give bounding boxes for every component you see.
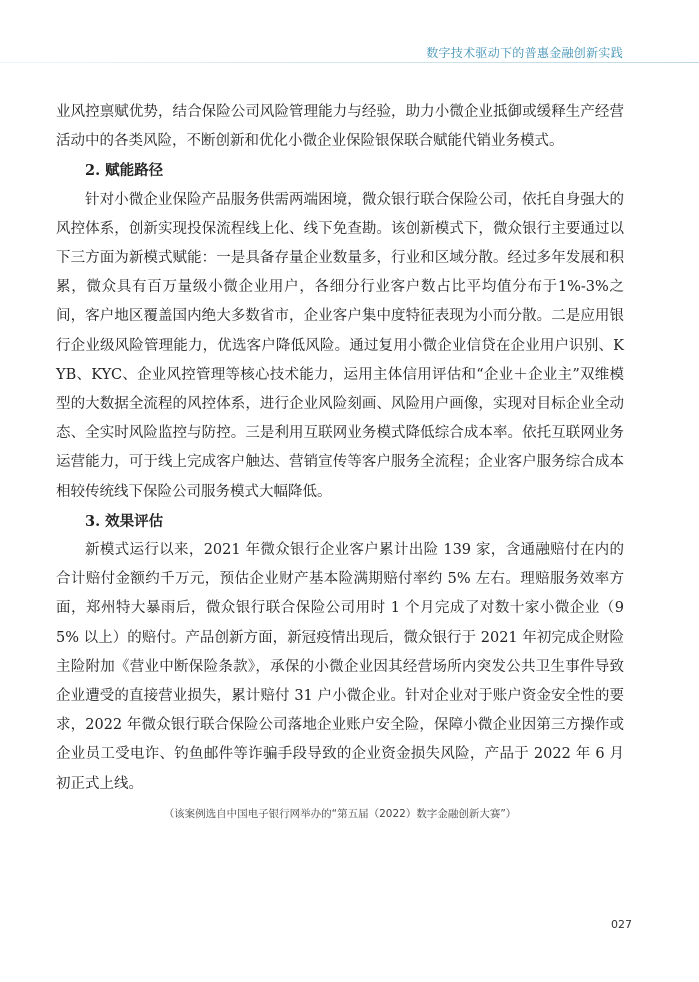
- case-source-footnote: （该案例选自中国电子银行网举办的“第五届（2022）数字金融创新大赛”）: [163, 807, 517, 820]
- running-header-title: 数字技术驱动下的普惠金融创新实践: [426, 46, 623, 60]
- section-heading-effect-evaluation: 3. 效果评估: [85, 512, 164, 530]
- paragraph-empowerment-path: 针对小微企业保险产品服务供需两端困境，微众银行联合保险公司，依托自身强大的风控体系，创新实现投保流程线上化、线下免查勘。该创新模式下，微众银行主要通过以下三方面为新模式赋能：一是具备存量企业数量多，行业和区域分散。经过多年发展和积累，微众具有百万量级小微企业用户，各细分行业客户数占比平均值分布于1%-3%之间，客户地区覆盖国内绝大多数省市，企业客户集中度特征表现为小而分散。二是应用银行企业级风险管理能力，优选客户降低风险。通过复用小微企业信贷在企业用户识别、KYB、KYC、企业风控管理等核心技术能力，运用主体信用评估和“企业＋企业主”双维模型的大数据全流程的风控体系，进行企业风险刻画、风险用户画像，实现对目标企业全动态、全实时风险监控与防控。三是利用互联网业务模式降低综合成本率。依托互联网业务运营能力，可于线上完成客户触达、营销宣传等客户服务全流程；企业客户服务综合成本相较传统线下保险公司服务模式大幅降低。: [56, 191, 624, 500]
- page-number: 027: [611, 918, 632, 931]
- paragraph-continued: 业风控禀赋优势，结合保险公司风险管理能力与经验，助力小微企业抵御或缓释生产经营活动中的各类风险，不断创新和优化小微企业保险银保联合赋能代销业务模式。: [56, 104, 624, 150]
- section-heading-empowerment-path: 2. 赋能路径: [85, 162, 164, 180]
- header-divider: [0, 62, 699, 63]
- page-body: [56, 98, 624, 823]
- page-header: [0, 0, 699, 70]
- paragraph-effect-evaluation: 新模式运行以来，2021 年微众银行企业客户累计出险 139 家，含通融赔付在内的合计赔付金额约千万元，预估企业财产基本险满期赔付率约 5% 左右。理赔服务效率方面，郑州特大暴雨后，微众银行联合保险公司用时 1 个月完成了对数十家小微企业（95% 以上）的赔付。产品创新方面，新冠疫情出现后，微众银行于 2021 年初完成企财险主险附加《营业中断保险条款》，承保的小微企业因其经营场所内突发公共卫生事件导致企业遭受的直接营业损失，累计赔付 31 户小微企业。针对企业对于账户资金安全性的要求，2022 年微众银行联合保险公司落地企业账户安全险，保障小微企业因第三方操作或企业员工受电诈、钓鱼邮件等诈骗手段导致的企业资金损失风险，产品于 2022 年 6 月初正式上线。: [56, 542, 624, 792]
